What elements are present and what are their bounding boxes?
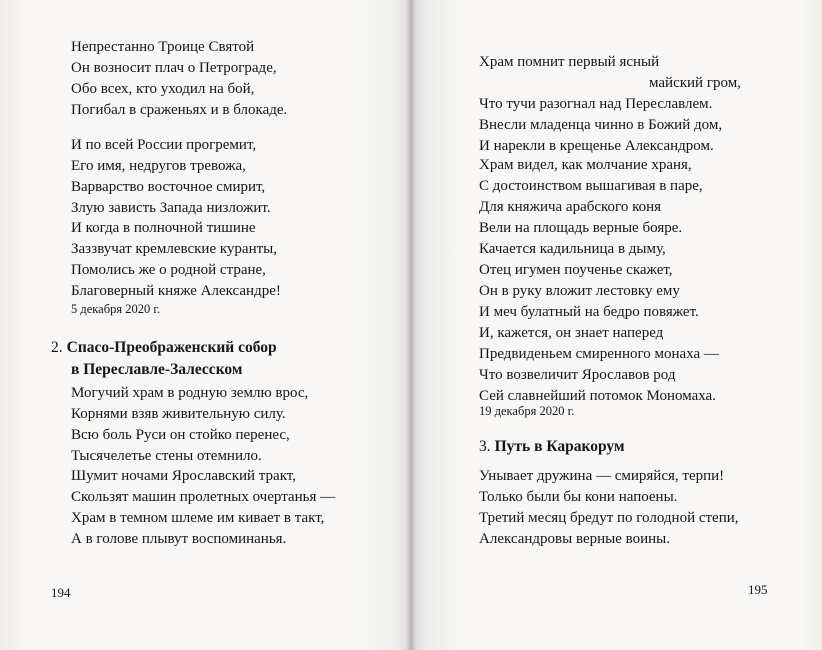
poem-line: Злую зависть Запада низложит. [71,200,271,216]
poem-stanza [71,383,308,467]
poem-line: Тысячелетье стены отемнило. [71,448,262,464]
right-page [411,0,822,650]
poem-line: Что возвеличит Ярославов род [479,367,676,383]
section-heading [479,436,625,458]
section-title: Спасо-Преображенский собор [66,339,277,356]
poem-stanza [71,135,271,219]
poem-line: И, кажется, он знает наперед [479,325,664,341]
poem-line: Что тучи разогнал над Переславлем. [479,96,713,112]
page-number: 194 [51,585,71,600]
poem-line: Благоверный княже Александре! [71,283,281,299]
poem-line: Скользят машин пролетных очертанья — [71,489,336,505]
poem-line: И нарекли в крещенье Александром. [479,138,714,154]
poem-line: Он в руку вложит лестовку ему [479,283,680,299]
poem-line: Третий месяц бредут по голодной степи, [479,510,739,526]
poem-line: Обо всех, кто уходил на бой, [71,81,255,97]
poem-line: И меч булатный на бедро повяжет. [479,304,699,320]
poem-line: Непрестанно Троице Святой [71,39,255,55]
poem-line: И когда в полночной тишине [71,220,256,236]
poem-line: Храм в темном шлеме им кивает в такт, [71,510,325,526]
poem-stanza [479,466,739,550]
poem-stanza [479,52,741,157]
poem-date: 19 декабря 2020 г. [479,404,575,418]
poem-line: Корнями взяв живительную силу. [71,406,286,422]
poem-line: А в голове плывут воспоминанья. [71,531,287,547]
poem-line: Заззвучат кремлевские куранты, [71,241,277,257]
poem-line: Отец игумен поученье скажет, [479,262,673,278]
poem-line: Храм помнит первый ясный [479,54,660,70]
section-number: 3. [479,438,491,455]
section-number: 2. [51,339,63,356]
book-gutter [406,0,416,650]
poem-line: Унывает дружина — смиряйся, терпи! [479,468,725,484]
poem-line: Храм видел, как молчание храня, [479,157,692,173]
poem-line: Могучий храм в родную землю врос, [71,385,309,401]
poem-stanza [479,155,703,239]
poem-line: Для княжича арабского коня [479,199,662,215]
poem-stanza [71,218,281,302]
poem-line: Он возносит плач о Петрограде, [71,60,277,76]
poem-line: Предвиденьем смиренного монаха — [479,346,719,362]
poem-line-continuation: майский гром, [649,75,741,91]
poem-line: Варварство восточное смирит, [71,179,266,195]
poem-stanza [71,37,287,121]
poem-line: Вели на площадь верные бояре. [479,220,683,236]
poem-line: Качается кадильница в дыму, [479,241,666,257]
poem-line: Шумит ночами Ярославский тракт, [71,468,296,484]
poem-date: 5 декабря 2020 г. [71,302,161,316]
poem-line: Сей славнейший потомок Мономаха. [479,388,716,404]
poem-line: Александровы верные воины. [479,531,670,547]
poem-stanza [479,323,719,407]
poem-line: Внесли младенца чинно в Божий дом, [479,117,723,133]
poem-line: С достоинством вышагивая в паре, [479,178,703,194]
poem-line: Всю боль Руси он стойко перенес, [71,427,290,443]
poem-line: И по всей России прогремит, [71,137,257,153]
poem-stanza [479,239,699,323]
section-heading [51,337,277,381]
poem-stanza [71,466,335,550]
page-number: 195 [748,582,768,597]
section-title-continued: в Переславле-Залесском [71,361,243,378]
poem-line: Только были бы кони напоены. [479,489,678,505]
poem-line: Его имя, недругов тревожа, [71,158,246,174]
poem-line: Погибал в сраженьях и в блокаде. [71,102,288,118]
section-title: Путь в Каракорум [494,438,625,455]
poem-line: Помолись же о родной стране, [71,262,266,278]
